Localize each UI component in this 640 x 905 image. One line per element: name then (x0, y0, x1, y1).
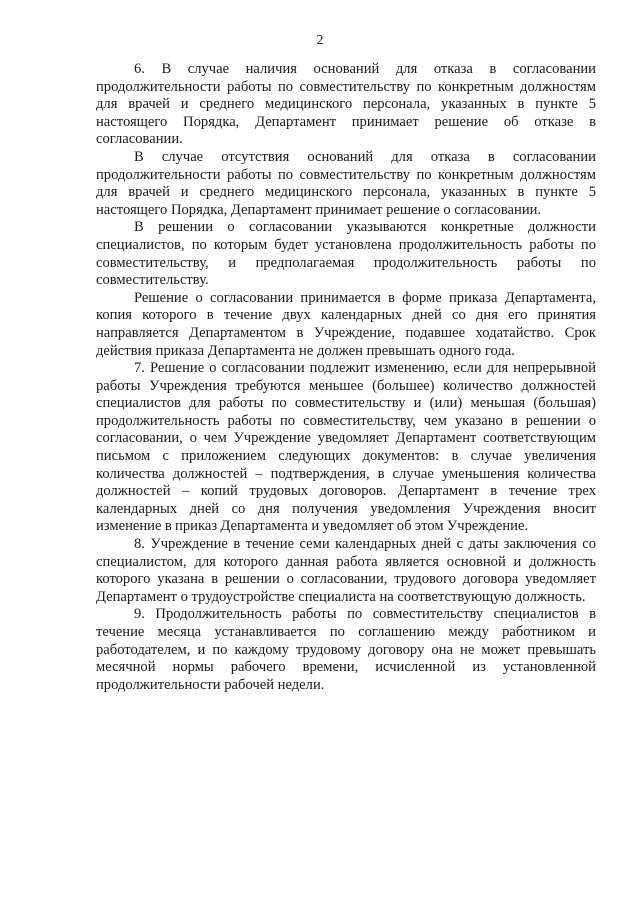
paragraph-7: 7. Решение о согласовании подлежит изменению, если для непрерывной работы Учреждения требуются меньшее (большее) количество должностей специалистов для работы по совместительству и (или) меньшая (большая) продолжительность работы по совместительству, чем указано в решении о согласовании, о чем Учреждение уведомляет Департамент соответствующим письмом с приложением следующих документов: в случае увеличения количества должностей – подтверждения, в случае уменьшения количества должностей – копий трудовых договоров. Департамент в течение трех календарных дней со дня получения уведомления Учреждения вносит изменение в приказ Департамента и уведомляет об этом Учреждение. (96, 360, 596, 535)
document-body (96, 61, 596, 694)
paragraph-decision-order: Решение о согласовании принимается в форме приказа Департамента, копия которого в течение двух календарных дней со дня его принятия направляется Департаментом в Учреждение, подавшее ходатайство. Срок действия приказа Департамента не должен превышать одного года. (96, 289, 596, 359)
paragraph-6-no-grounds: В случае отсутствия оснований для отказа в согласовании продолжительности работы по совместительству по конкретным должностям для врачей и среднего медицинского персонала, указанных в пункте 5 настоящего Порядка, Департамент принимает решение о согласовании. (96, 148, 596, 218)
paragraph-decision-contents: В решении о согласовании указываются конкретные должности специалистов, по которым будет установлена продолжительность работы по совместительству, и предполагаемая продолжительность работы по совместительству. (96, 219, 596, 289)
paragraph-8: 8. Учреждение в течение семи календарных дней с даты заключения со специалистом, для которого данная работа является основной и должность которого указана в решении о согласовании, трудового договора уведомляет Департамент о трудоустройстве специалиста на соответствующую должность. (96, 536, 596, 605)
paragraph-9: 9. Продолжительность работы по совместительству специалистов в течение месяца устанавливается по соглашению между работником и работодателем, и по каждому трудовому договору она не может превышать месячной нормы рабочего времени, исчисленной из установленной продолжительности рабочей недели. (96, 606, 596, 693)
page-number: 2 (316, 33, 324, 48)
paragraph-6: 6. В случае наличия оснований для отказа в согласовании продолжительности работы по совместительству по конкретным должностям для врачей и среднего медицинского персонала, указанных в пункте 5 настоящего Порядка, Департамент принимает решение об отказе в согласовании. (96, 61, 596, 148)
